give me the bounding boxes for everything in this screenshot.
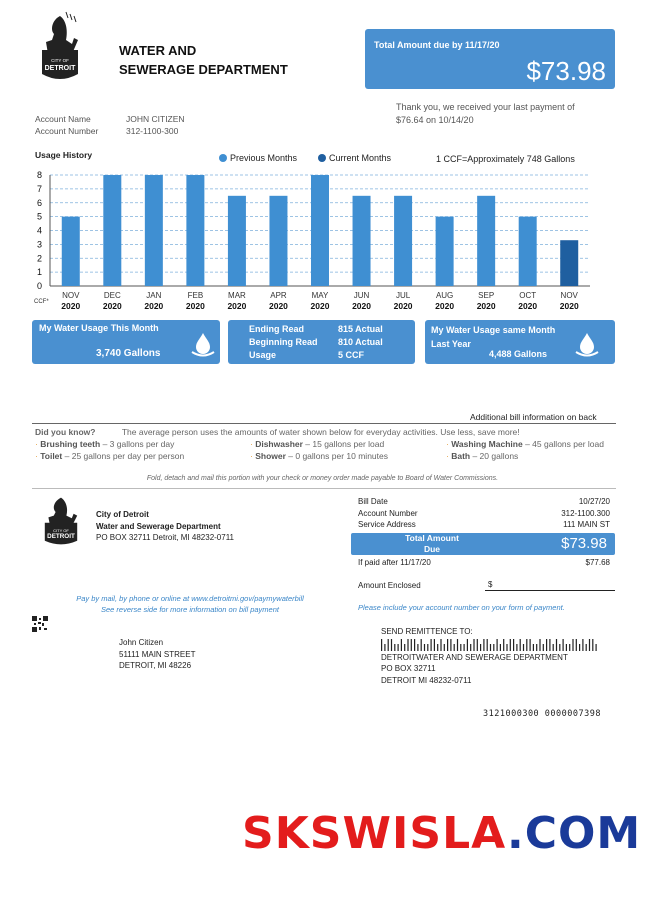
tip-brushing: · Brushing teeth – 3 gallons per day <box>35 439 175 449</box>
barcode-bar <box>401 639 402 651</box>
fold-note: Fold, detach and mail this portion with your check or money order made payable to Board of Water Commissions. <box>146 475 499 482</box>
ending-read: 815 Actual <box>338 324 383 334</box>
tip-washing-machine: · Washing Machine – 45 gallons per load <box>446 439 604 449</box>
account-number: 312-1100-300 <box>126 126 179 136</box>
late-amount: $77.68 <box>585 558 610 567</box>
x-tick-year: 2020 <box>185 301 205 311</box>
y-tick-label: 6 <box>36 197 42 208</box>
x-tick-month: JUN <box>353 291 370 300</box>
x-tick-year: 2020 <box>227 301 247 311</box>
usage-bar <box>186 175 204 286</box>
barcode-bar <box>559 644 560 651</box>
scan-line: 3121000300 0000007398 <box>483 709 601 719</box>
x-tick-month: JAN <box>146 291 162 300</box>
barcode-bar <box>454 644 455 651</box>
usage-bar <box>477 196 495 286</box>
tip-bath: · Bath – 20 gallons <box>446 451 519 461</box>
y-tick-label: 0 <box>36 281 42 291</box>
svg-text:CITY OF: CITY OF <box>53 527 69 533</box>
x-tick-year: 2020 <box>435 301 455 311</box>
this-month-gallons: 3,740 Gallons <box>96 348 161 359</box>
amount-enclosed-input[interactable] <box>485 590 615 591</box>
pay-options-note: Pay by mail, by phone or online at www.detroitmi.gov/paymywaterbill See reverse side for more information on bill payment <box>76 594 304 614</box>
barcode-bar <box>579 644 580 651</box>
x-tick-month: MAY <box>311 291 329 300</box>
barcode-bar <box>533 644 534 651</box>
stub-total-box: Total Amount Due $73.98 <box>351 533 615 555</box>
svg-text:CITY OF: CITY OF <box>51 58 69 63</box>
barcode-bar <box>414 639 415 651</box>
barcode-bar <box>520 639 521 651</box>
x-tick-year: 2020 <box>393 301 413 311</box>
account-name: JOHN CITIZEN <box>126 114 185 124</box>
barcode-bar <box>503 639 504 651</box>
city-logo-small <box>38 494 86 542</box>
tip-dishwasher: · Dishwasher – 15 gallons per load <box>250 439 385 449</box>
x-tick-month: NOV <box>62 291 80 300</box>
meter-read-box: Ending Read Beginning Read Usage 815 Actual 810 Actual 5 CCF <box>228 320 415 364</box>
amount-due-box <box>365 29 615 89</box>
barcode-bar <box>460 644 461 651</box>
service-address: 111 MAIN ST <box>563 520 610 529</box>
x-tick-month: MAR <box>228 291 246 300</box>
barcode-bar <box>388 639 389 651</box>
y-tick-label: 4 <box>36 225 42 236</box>
x-tick-year: 2020 <box>61 301 81 311</box>
usage-bar <box>519 217 537 286</box>
amount-enclosed-label: Amount Enclosed <box>358 581 421 590</box>
barcode-bar <box>417 644 418 651</box>
barcode-bar <box>407 639 408 651</box>
barcode-bar <box>480 644 481 651</box>
usage-bar <box>560 240 578 286</box>
barcode-bar <box>553 644 554 651</box>
barcode-bar <box>473 639 474 651</box>
usage-bar <box>269 196 287 286</box>
barcode-bar <box>596 644 597 651</box>
usage-history-title: Usage History <box>35 150 93 160</box>
x-tick-month: NOV <box>560 291 578 300</box>
barcode-bar <box>566 644 567 651</box>
x-tick-year: 2020 <box>310 301 330 311</box>
usage-bar <box>353 196 371 286</box>
y-tick-label: 3 <box>36 239 42 250</box>
barcode-bar <box>431 639 432 651</box>
barcode-bar <box>424 644 425 651</box>
account-values <box>126 113 185 137</box>
barcode-bar <box>536 644 537 651</box>
barcode-bar <box>398 644 399 651</box>
barcode-bar <box>384 644 385 651</box>
due-amount: $73.98 <box>526 56 606 86</box>
barcode-bar <box>440 639 441 651</box>
barcode-bar <box>530 639 531 651</box>
remittance-address: SEND REMITTENCE TO: DETROITWATER AND SEWERAGE DEPARTMENT PO BOX 32711 DETROIT MI 48232-0711 <box>381 626 601 686</box>
svg-text:DETROIT: DETROIT <box>44 65 76 72</box>
barcode-bar <box>457 639 458 651</box>
barcode-bar <box>523 644 524 651</box>
barcode-bar <box>589 639 590 651</box>
y-tick-label: 7 <box>36 183 42 194</box>
barcode-bar <box>569 644 570 651</box>
water-drop-icon <box>190 331 216 359</box>
barcode-bar <box>483 639 484 651</box>
x-tick-year: 2020 <box>352 301 371 311</box>
x-tick-month: JUL <box>395 291 411 300</box>
svg-text:DETROIT: DETROIT <box>47 533 75 541</box>
x-tick-year: 2020 <box>476 301 496 311</box>
ccf-conversion-note: 1 CCF=Approximately 748 Gallons <box>436 154 575 164</box>
usage-bar <box>145 175 163 286</box>
x-tick-month: SEP <box>478 291 495 300</box>
barcode-bar <box>576 639 577 651</box>
customer-address: John Citizen 51111 MAIN STREET DETROIT, MI 48226 <box>119 638 196 670</box>
barcode-bar <box>447 639 448 651</box>
barcode-bar <box>427 644 428 651</box>
barcode-bar <box>582 639 583 651</box>
usage-this-month-box: My Water Usage This Month 3,740 Gallons <box>32 320 220 364</box>
barcode-bar <box>381 639 382 651</box>
usage-bar <box>394 196 412 286</box>
did-you-know: Did you know? The average person uses the amounts of water shown below for everyday activities. Use less, save more! <box>35 427 520 437</box>
stub-sender: City of Detroit Water and Sewerage Department PO BOX 32711 Detroit, MI 48232-0711 <box>96 510 235 542</box>
barcode-bar <box>586 644 587 651</box>
additional-info-note: Additional bill information on back <box>470 412 597 422</box>
barcode-bar <box>477 639 478 651</box>
x-tick-month: APR <box>270 291 287 300</box>
barcode-bar <box>526 639 527 651</box>
x-tick-month: AUG <box>435 291 454 300</box>
usage-bar <box>62 217 80 286</box>
account-labels: Account Name Account Number <box>35 114 99 136</box>
barcode-bar <box>539 639 540 651</box>
barcode-bar <box>563 639 564 651</box>
x-tick-month: FEB <box>187 291 204 300</box>
y-tick-label: 8 <box>36 170 42 180</box>
city-logo <box>36 10 84 72</box>
barcode-bar <box>464 644 465 651</box>
barcode-bar <box>487 639 488 651</box>
last-year-gallons: 4,488 Gallons <box>489 349 548 359</box>
y-tick-label: 5 <box>36 211 42 222</box>
legend-previous: Previous Months <box>219 153 297 163</box>
amount-enclosed-symbol: $ <box>488 580 493 589</box>
barcode-bar <box>549 639 550 651</box>
watermark: SKSWISLA.COM <box>242 808 642 859</box>
barcode-bar <box>391 639 392 651</box>
barcode-bar <box>450 639 451 651</box>
barcode-bar <box>506 644 507 651</box>
bill-date: 10/27/20 <box>578 497 610 506</box>
barcode-bar <box>404 644 405 651</box>
usage-bar <box>436 217 454 286</box>
late-payment-row: If paid after 11/17/20 $77.68 <box>358 558 610 567</box>
tip-shower: · Shower – 0 gallons per 10 minutes <box>250 451 388 461</box>
postal-barcode <box>381 639 601 651</box>
stub-account-number: 312-1100.300 <box>561 508 610 518</box>
x-tick-year: 2020 <box>102 301 122 311</box>
usage-last-year-box: My Water Usage same Month Last Year 4,488 Gallons <box>425 320 615 364</box>
barcode-bar <box>493 644 494 651</box>
barcode-bar <box>546 639 547 651</box>
x-tick-month: OCT <box>519 291 537 300</box>
y-tick-label: 1 <box>36 267 42 278</box>
stub-total-amount: $73.98 <box>561 535 607 552</box>
barcode-bar <box>421 639 422 651</box>
barcode-bar <box>516 644 517 651</box>
stub-bill-details: Bill Date 10/27/20 Account Number 312-1100.300 Service Address 111 MAIN ST <box>358 497 610 529</box>
barcode-bar <box>411 639 412 651</box>
barcode-bar <box>444 644 445 651</box>
beginning-read: 810 Actual <box>338 337 383 347</box>
barcode-bar <box>490 644 491 651</box>
usage-ccf: 5 CCF <box>338 350 365 360</box>
axis-unit-label: CCF* <box>34 299 49 305</box>
usage-bar <box>103 175 121 286</box>
x-tick-month: DEC <box>103 291 121 300</box>
include-account-note: Please include your account number on your form of payment. <box>358 603 565 612</box>
y-tick-label: 2 <box>36 253 42 264</box>
barcode-bar <box>467 639 468 651</box>
x-tick-year: 2020 <box>559 301 579 311</box>
barcode-bar <box>543 644 544 651</box>
qr-code-icon <box>32 616 48 637</box>
department-title: WATER AND SEWERAGE DEPARTMENT <box>119 43 288 77</box>
usage-bar <box>311 175 329 286</box>
last-payment-note: Thank you, we received your last payment of $76.64 on 10/14/20 <box>396 102 575 125</box>
barcode-bar <box>572 639 573 651</box>
usage-bar <box>228 196 246 286</box>
barcode-bar <box>470 644 471 651</box>
barcode-bar <box>556 639 557 651</box>
usage-chart <box>30 165 600 317</box>
x-tick-year: 2020 <box>269 301 288 311</box>
tip-toilet: · Toilet – 25 gallons per day per person <box>35 451 185 461</box>
barcode-bar <box>434 639 435 651</box>
barcode-bar <box>437 644 438 651</box>
barcode-bar <box>500 644 501 651</box>
barcode-bar <box>510 639 511 651</box>
barcode-bar <box>394 644 395 651</box>
barcode-bar <box>513 639 514 651</box>
water-drop-icon <box>574 331 600 359</box>
due-label: Total Amount due by 11/17/20 <box>374 40 500 50</box>
legend-current: Current Months <box>318 153 391 163</box>
barcode-bar <box>497 639 498 651</box>
x-tick-year: 2020 <box>518 301 538 311</box>
barcode-bar <box>592 639 593 651</box>
x-tick-year: 2020 <box>144 301 164 311</box>
